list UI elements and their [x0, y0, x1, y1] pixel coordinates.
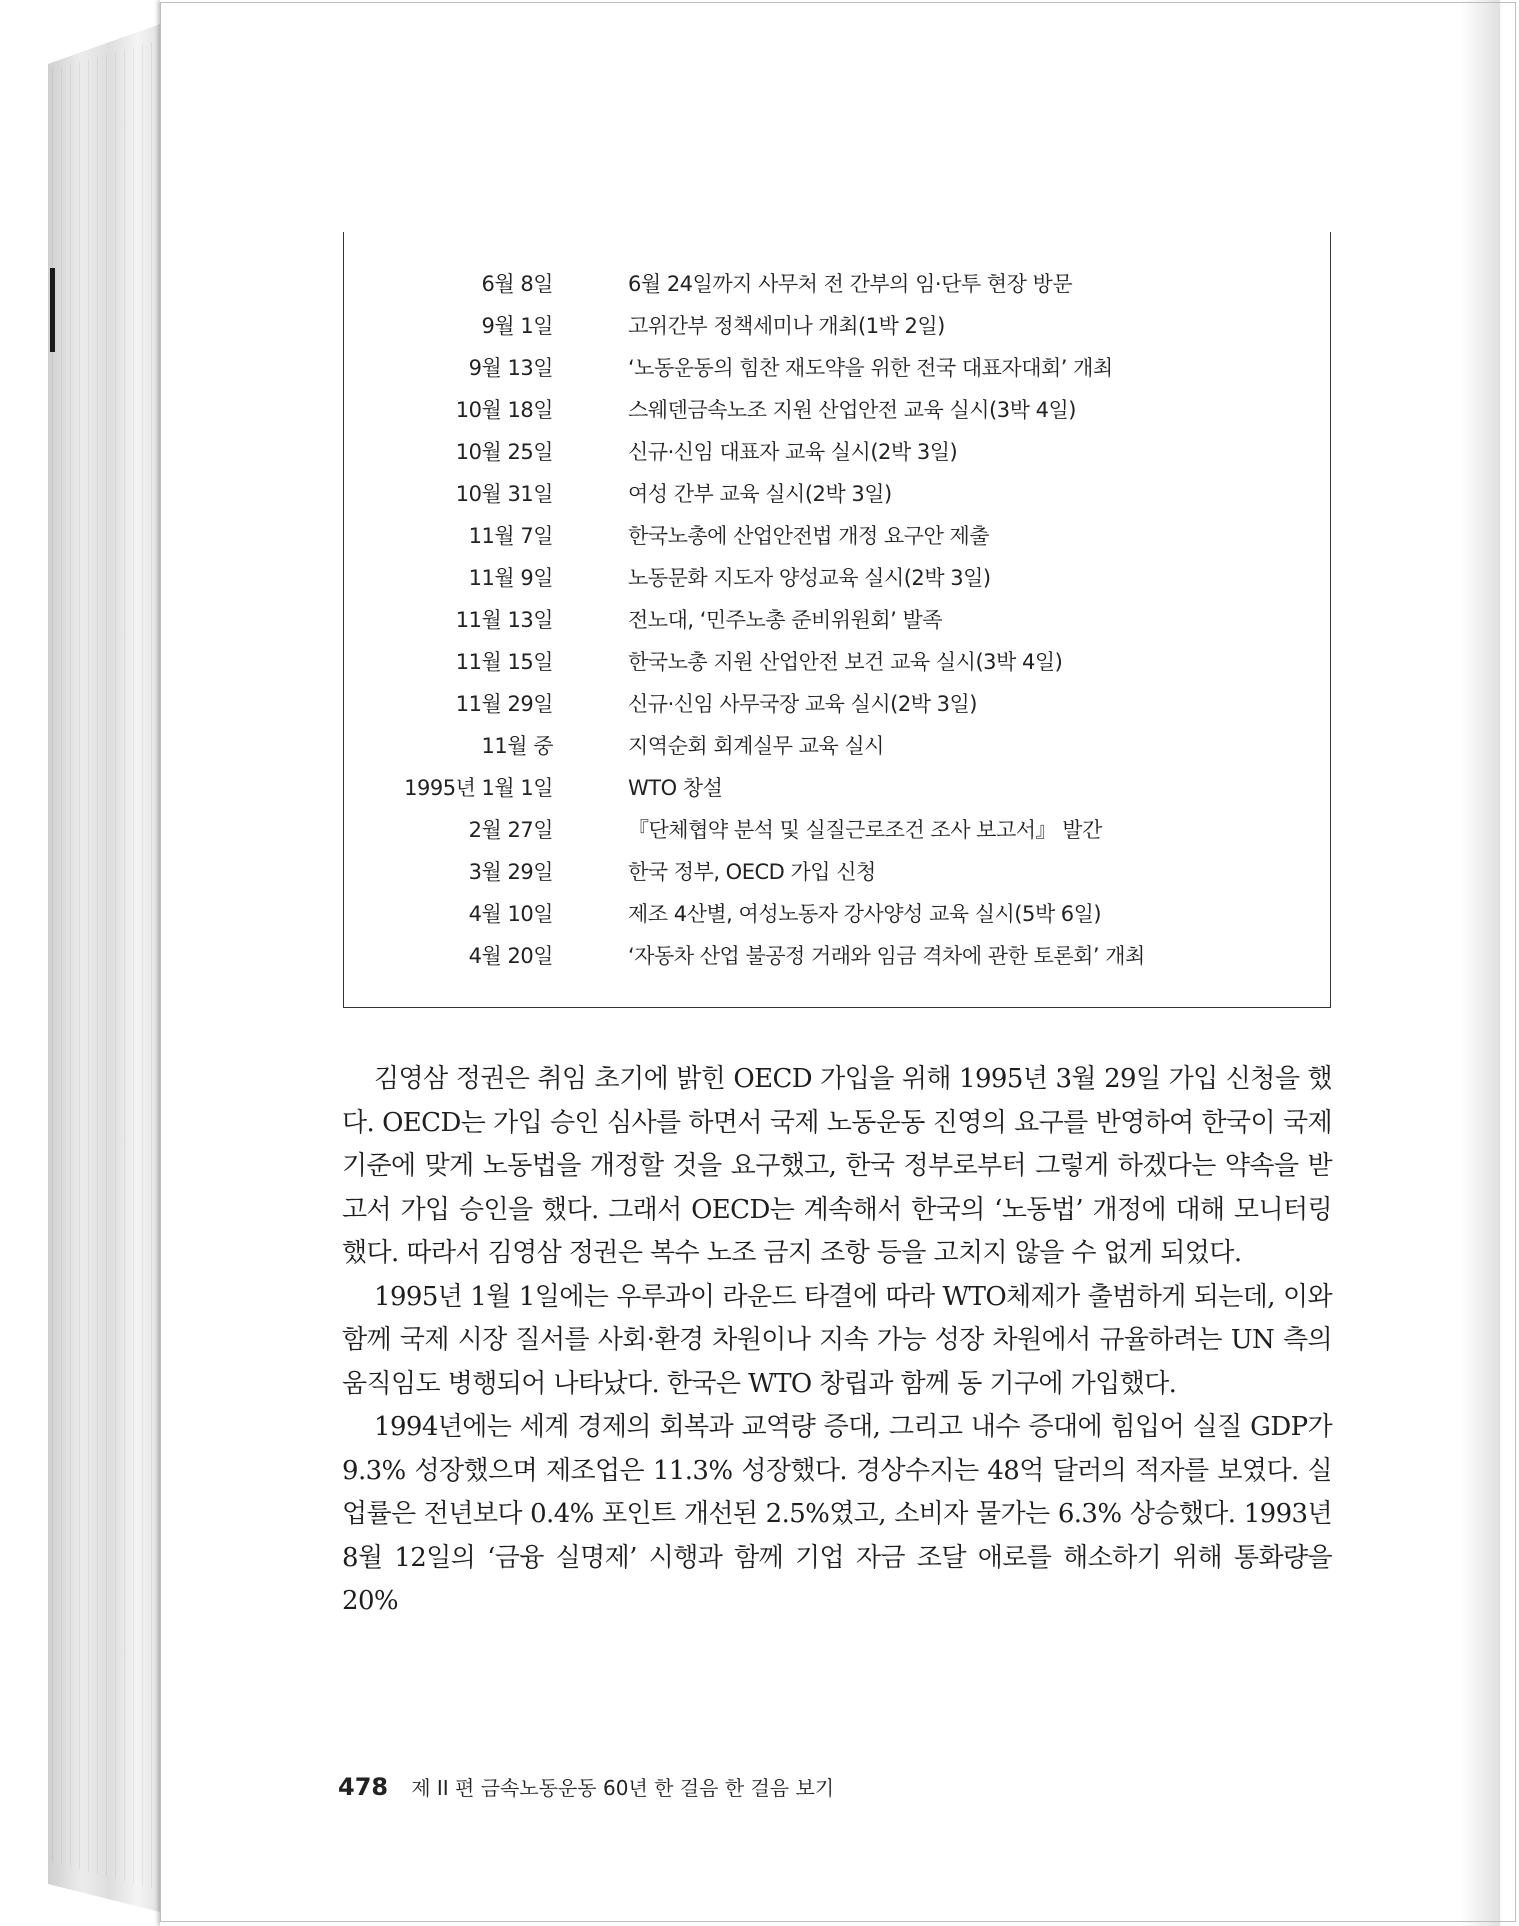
- timeline-row: [344, 814, 1330, 856]
- timeline-event: 한국노총에 산업안전법 개정 요구안 제출: [628, 524, 990, 548]
- timeline-row: [344, 646, 1330, 688]
- timeline-event: 스웨덴금속노조 지원 산업안전 교육 실시(3박 4일): [628, 398, 1076, 422]
- timeline-date: 1995년 1월 1일: [404, 776, 553, 800]
- timeline-date: 11월 15일: [455, 650, 553, 674]
- timeline-date: 4월 20일: [468, 944, 553, 968]
- timeline-row: [344, 268, 1330, 310]
- bookmark-ribbon: [50, 268, 55, 352]
- timeline-date: 3월 29일: [468, 860, 553, 884]
- paragraph: 김영삼 정권은 취임 초기에 밝힌 OECD 가입을 위해 1995년 3월 29일 가입 신청을 했다. OECD는 가입 승인 심사를 하면서 국제 노동운동 진영의 요구를 반영하여 한국이 국제 기준에 맞게 노동법을 개정할 것을 요구했고, 한국 정부로부터 그렇게 하겠다는 약속을 받고서 가입 승인을 했다. 그래서 OECD는 계속해서 한국의 ‘노동법’ 개정에 대해 모니터링 했다. 따라서 김영삼 정권은 복수 노조 금지 조항 등을 고치지 않을 수 없게 되었다.: [342, 1064, 1332, 1268]
- page-footer: [338, 1772, 834, 1801]
- timeline-row: [344, 940, 1330, 982]
- timeline-date: 11월 29일: [455, 692, 553, 716]
- timeline-row: [344, 310, 1330, 352]
- running-title: 제 II 편 금속노동운동 60년 한 걸음 한 걸음 보기: [411, 1776, 835, 1800]
- timeline-date: 6월 8일: [481, 272, 553, 296]
- timeline-date: 11월 13일: [455, 608, 553, 632]
- timeline-row: [344, 394, 1330, 436]
- timeline-date: 11월 9일: [468, 566, 553, 590]
- timeline-row: [344, 898, 1330, 940]
- timeline-date: 4월 10일: [468, 902, 553, 926]
- book-page-edges: [52, 40, 158, 1890]
- paragraph: 1995년 1월 1일에는 우루과이 라운드 타결에 따라 WTO체제가 출범하게 되는데, 이와 함께 국제 시장 질서를 사회·환경 차원이나 지속 가능 성장 차원에서 규율하려는 UN 측의 움직임도 병행되어 나타났다. 한국은 WTO 창립과 함께 동 기구에 가입했다.: [342, 1281, 1332, 1399]
- page-number: 478: [338, 1773, 389, 1801]
- timeline-row: [344, 856, 1330, 898]
- timeline-date: 10월 25일: [455, 440, 553, 464]
- chronology-box: [343, 232, 1331, 1008]
- timeline-event: 한국 정부, OECD 가입 신청: [628, 860, 876, 884]
- timeline-event: 지역순회 회계실무 교육 실시: [628, 734, 884, 758]
- timeline-date: 9월 13일: [468, 356, 553, 380]
- timeline-event: 신규·신임 대표자 교육 실시(2박 3일): [628, 440, 958, 464]
- timeline-event: 신규·신임 사무국장 교육 실시(2박 3일): [628, 692, 977, 716]
- timeline-row: [344, 730, 1330, 772]
- timeline-event: 전노대, ‘민주노총 준비위원회’ 발족: [628, 608, 943, 632]
- timeline-event: 한국노총 지원 산업안전 보건 교육 실시(3박 4일): [628, 650, 1063, 674]
- timeline-row: [344, 604, 1330, 646]
- timeline-row: [344, 352, 1330, 394]
- timeline-event: ‘노동운동의 힘찬 재도약을 위한 전국 대표자대회’ 개최: [628, 356, 1113, 380]
- timeline-row: [344, 562, 1330, 604]
- timeline-event: 『단체협약 분석 및 실질근로조건 조사 보고서』 발간: [628, 818, 1102, 842]
- timeline-date: 10월 18일: [455, 398, 553, 422]
- timeline-date: 10월 31일: [455, 482, 553, 506]
- timeline-event: 여성 간부 교육 실시(2박 3일): [628, 482, 892, 506]
- timeline-date: 11월 7일: [468, 524, 553, 548]
- timeline-row: [344, 688, 1330, 730]
- paragraph: 1994년에는 세계 경제의 회복과 교역량 증대, 그리고 내수 증대에 힘입어 실질 GDP가 9.3% 성장했으며 제조업은 11.3% 성장했다. 경상수지는 48억 달러의 적자를 보였다. 실업률은 전년보다 0.4% 포인트 개선된 2.5%였고, 소비자 물가는 6.3% 상승했다. 1993년 8월 12일의 ‘금융 실명제’ 시행과 함께 기업 자금 조달 애로를 해소하기 위해 통화량을 20%: [342, 1412, 1332, 1616]
- page-gutter-shadow: [1460, 0, 1500, 1926]
- body-text: [342, 1058, 1332, 1624]
- timeline-event: 노동문화 지도자 양성교육 실시(2박 3일): [628, 566, 991, 590]
- timeline-row: [344, 436, 1330, 478]
- timeline-event: 6월 24일까지 사무처 전 간부의 임·단투 현장 방문: [628, 272, 1073, 296]
- timeline-row: [344, 478, 1330, 520]
- timeline-date: 9월 1일: [481, 314, 553, 338]
- timeline-row: [344, 772, 1330, 814]
- timeline-row: [344, 520, 1330, 562]
- timeline-date: 2월 27일: [468, 818, 553, 842]
- timeline-event: 제조 4산별, 여성노동자 강사양성 교육 실시(5박 6일): [628, 902, 1102, 926]
- timeline-event: 고위간부 정책세미나 개최(1박 2일): [628, 314, 945, 338]
- timeline-date: 11월 중: [481, 734, 553, 758]
- timeline-event: ‘자동차 산업 불공정 거래와 임금 격차에 관한 토론회’ 개최: [628, 944, 1145, 968]
- timeline-event: WTO 창설: [628, 776, 723, 800]
